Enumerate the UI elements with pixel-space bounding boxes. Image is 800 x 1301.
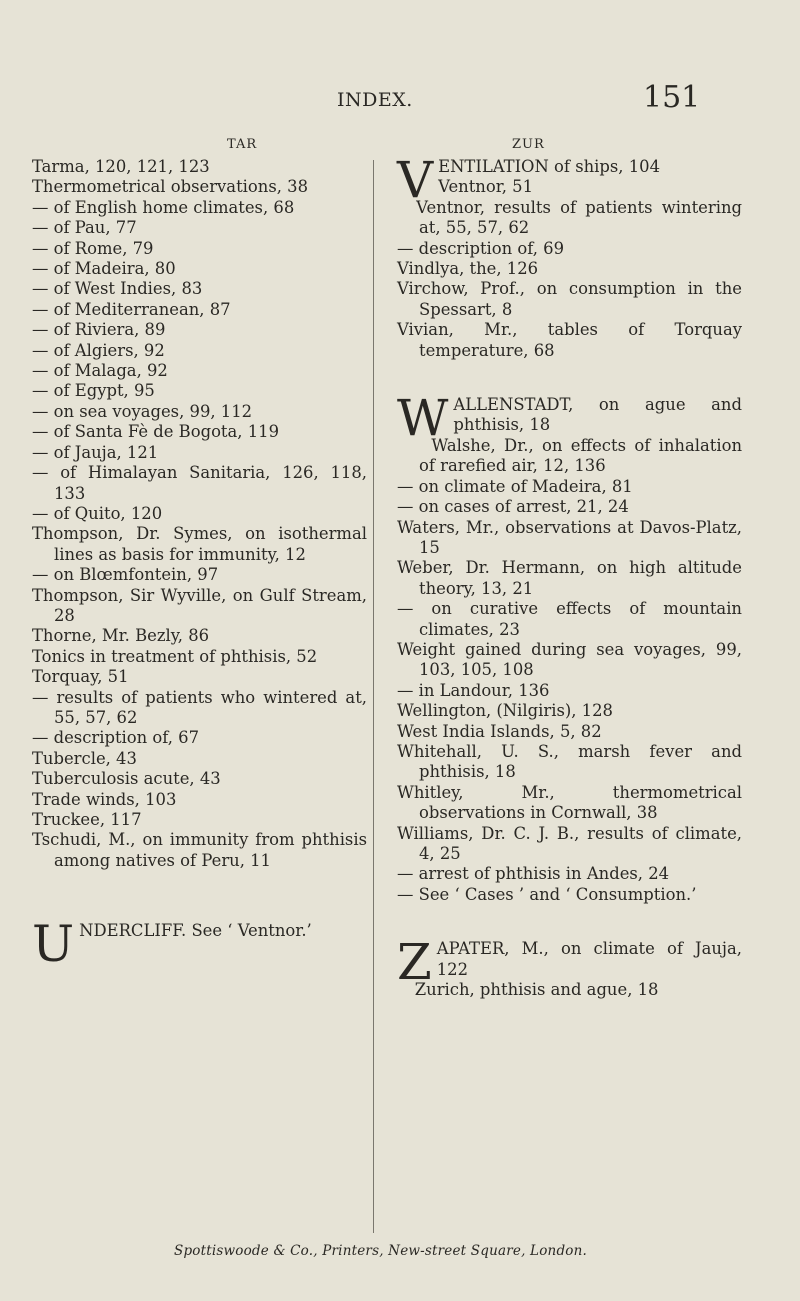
index-entry: — arrest of phthisis in Andes, 24 [397,864,670,884]
index-entry: Whitley, Mr., thermometrical observations in Cornwall, 38 [397,782,742,823]
left-column-catchword: TAR [227,137,258,152]
index-entry: — of Rome, 79 [32,238,154,258]
index-entry: — of West Indies, 83 [32,279,203,299]
drop-cap-u: U [32,915,75,974]
drop-cap-v: V [397,151,434,209]
index-entry: — of Quito, 120 [32,503,163,523]
index-entry: — See ‘ Cases ’ and ‘ Consumption.’ [397,884,697,904]
index-entry: Thermometrical observations, 38 [32,177,309,197]
index-entry: — of Malaga, 92 [32,361,168,381]
index-entry: Tubercle, 43 [32,748,137,768]
index-entry: — of Jauja, 121 [32,442,159,462]
index-entry: — on climate of Madeira, 81 [397,476,633,496]
index-entry: Trade winds, 103 [32,789,177,809]
index-entry: — on sea voyages, 99, 112 [32,401,253,421]
index-entry: — of Madeira, 80 [32,259,176,279]
index-entry: Tuberculosis acute, 43 [32,769,221,789]
index-entry: Ventnor, results of patients wintering at, 55, 57, 62 [416,197,742,238]
index-entry: — of Egypt, 95 [32,381,155,401]
right-column-catchword: ZUR [512,137,545,152]
index-entry: Truckee, 117 [32,810,142,829]
index-entry: Whitehall, U. S., marsh fever and phthisis, 18 [397,741,742,782]
index-entry: — of Algiers, 92 [32,340,165,360]
index-entry: Walshe, Dr., on effects of inhalation of rarefied air, 12, 136 [419,435,742,476]
index-entry: Tonics in treatment of phthisis, 52 [32,646,318,666]
index-entry: Waters, Mr., observations at Davos-Platz, 15 [397,517,742,557]
index-entry: West India Islands, 5, 82 [397,721,602,741]
section-w-entry: WALLENSTADT, on ague and phthisis, 18 [397,389,742,448]
index-entry: — in Landour, 136 [397,680,550,700]
page-number: 151 [643,80,701,115]
running-head: INDEX. [337,89,413,111]
index-entry: Vivian, Mr., tables of Torquay temperature, 68 [397,320,742,360]
index-entry: Tarma, 120, 121, 123 [32,157,210,176]
left-column [32,157,367,974]
index-entry: Weight gained during sea voyages, 99, 103, 105, 108 [397,639,742,680]
index-entry: — description of, 67 [32,728,200,748]
index-entry: Thorne, Mr. Bezly, 86 [32,626,210,646]
index-entry: Tschudi, M., on immunity from phthisis among natives of Peru, 11 [32,830,367,870]
index-entry: Virchow, Prof., on consumption in the Spessart, 8 [397,279,742,319]
section-v-entry: VENTILATION of ships, 104 [397,151,661,209]
index-entry: — on cases of arrest, 21, 24 [397,497,629,517]
index-entry: Ventnor, 51 [438,177,534,197]
index-entry: — on Blœmfontein, 97 [32,565,219,585]
index-entry: — of Santa Fè de Bogota, 119 [32,422,279,442]
section-u-entry: UNDERCLIFF. See ‘ Ventnor.’ [32,915,312,974]
index-entry: Vindlya, the, 126 [397,259,539,279]
index-entry: Zurich, phthisis and ague, 18 [414,980,659,1000]
drop-cap-w: W [397,389,449,448]
column-divider [373,160,374,1233]
printer-imprint: Spottiswoode & Co., Printers, New-street Square, London. [174,1243,587,1259]
index-entry: — on curative effects of mountain climates, 23 [397,599,742,639]
index-entry: — of English home climates, 68 [32,197,295,217]
index-entry: — of Riviera, 89 [32,320,166,340]
section-z-entry: ZAPATER, M., on climate of Jauja, 122 [397,933,742,992]
index-entry: Thompson, Dr. Symes, on isothermal lines as basis for immunity, 12 [32,524,367,564]
right-column [397,151,742,1000]
index-entry: Thompson, Sir Wyville, on Gulf Stream, 28 [32,585,367,625]
index-entry: — of Mediterranean, 87 [32,299,231,319]
index-entry: — description of, 69 [397,238,565,258]
drop-cap-z: Z [397,933,432,992]
index-entry: Williams, Dr. C. J. B., results of climate, 4, 25 [397,823,742,863]
index-entry: Wellington, (Nilgiris), 128 [397,701,613,721]
index-entry: — of Himalayan Sanitaria, 126, 118, 133 [32,463,367,503]
index-entry: Weber, Dr. Hermann, on high altitude theory, 13, 21 [397,558,742,598]
index-entry: Torquay, 51 [32,667,129,687]
index-entry: — of Pau, 77 [32,218,137,238]
index-entry: — results of patients who wintered at, 55, 57, 62 [32,687,367,727]
